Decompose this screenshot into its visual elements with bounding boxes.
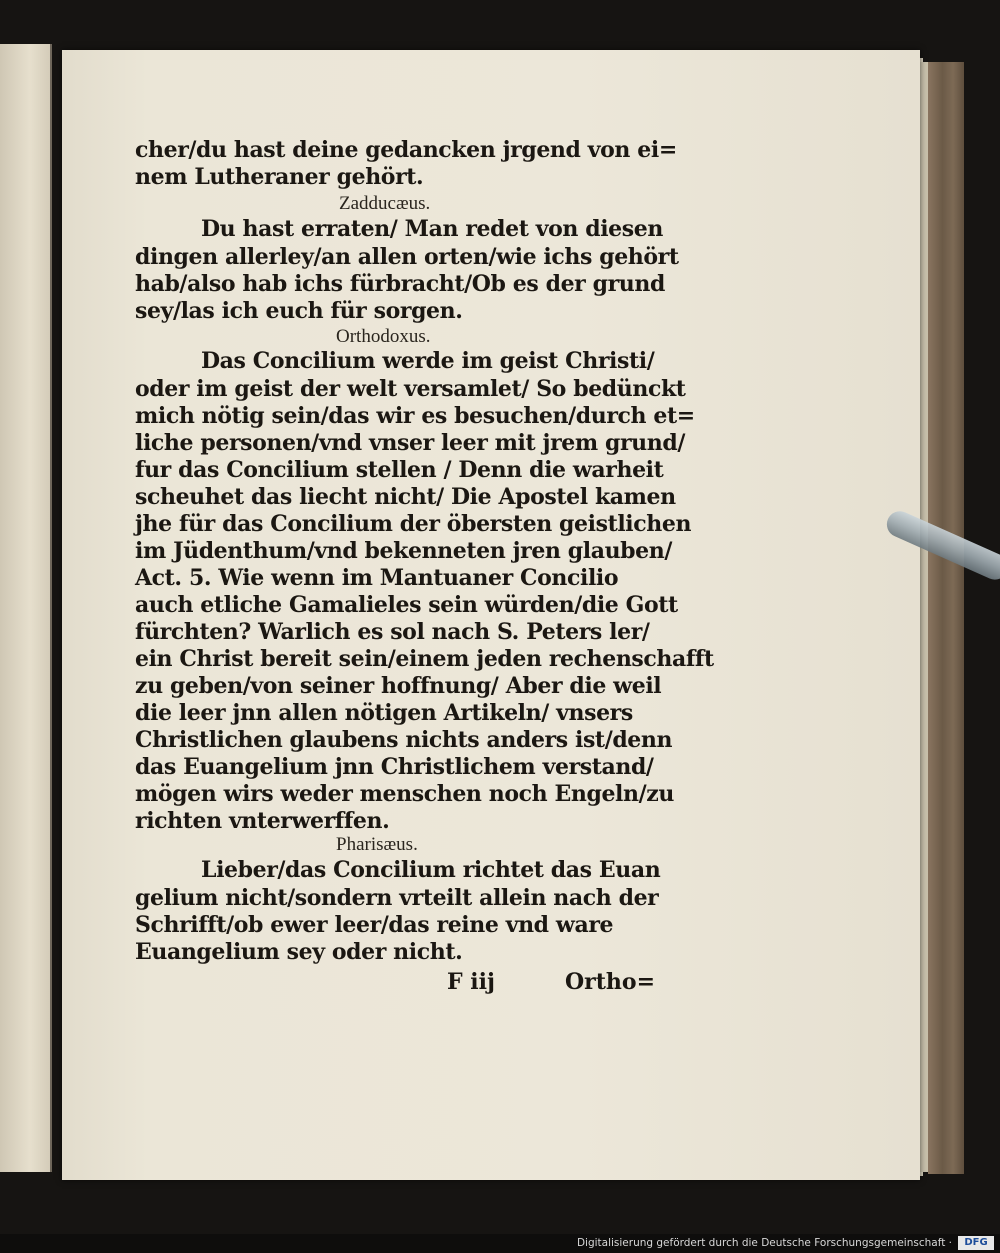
- text-line: cher/du hast deine gedancken jrgend von ei=: [135, 137, 677, 163]
- text-line: mögen wirs weder menschen noch Engeln/zu: [135, 781, 674, 807]
- text-line: fur das Concilium stellen / Denn die warheit: [135, 457, 664, 483]
- text-line: Das Concilium werde im geist Christi/: [201, 348, 655, 374]
- text-line: jhe für das Concilium der öbersten geistlichen: [135, 511, 692, 537]
- text-line: oder im geist der welt versamlet/ So bedünckt: [135, 376, 686, 402]
- text-line: richten vnterwerffen.: [135, 808, 390, 834]
- text-line: im Jüdenthum/vnd bekenneten jren glauben/: [135, 538, 672, 564]
- text-line: fürchten? Warlich es sol nach S. Peters ler/: [135, 619, 650, 645]
- text-line: gelium nicht/sondern vrteilt allein nach der: [135, 885, 659, 911]
- text-line: auch etliche Gamalieles sein würden/die Gott: [135, 592, 678, 618]
- text-line: Christlichen glaubens nichts anders ist/denn: [135, 727, 673, 753]
- text-line: Lieber/das Concilium richtet das Euan: [201, 857, 661, 883]
- text-line: dingen allerley/an allen orten/wie ichs gehört: [135, 244, 679, 270]
- text-line: hab/also hab ichs fürbracht/Ob es der grund: [135, 271, 665, 297]
- text-line: nem Lutheraner gehört.: [135, 164, 424, 190]
- speaker-label: Zadducæus.: [339, 193, 431, 214]
- text-line: mich nötig sein/das wir es besuchen/durch et=: [135, 403, 695, 429]
- left-page-edge: [0, 44, 52, 1172]
- funding-note: Digitalisierung gefördert durch die Deutsche Forschungsgemeinschaft ·: [576, 1237, 952, 1249]
- text-line: das Euangelium jnn Christlichem verstand/: [135, 754, 654, 780]
- text-line: scheuhet das liecht nicht/ Die Apostel kamen: [135, 484, 676, 510]
- text-line: Euangelium sey oder nicht.: [135, 939, 463, 965]
- speaker-label: Pharisæus.: [336, 834, 418, 855]
- signature-mark: F iij: [447, 969, 495, 995]
- catchword: Ortho=: [565, 969, 656, 995]
- speaker-label: Orthodoxus.: [336, 326, 431, 347]
- text-line: zu geben/von seiner hoffnung/ Aber die weil: [135, 673, 662, 699]
- text-line: Act. 5. Wie wenn im Mantuaner Concilio: [135, 565, 619, 591]
- text-line: Du hast erraten/ Man redet von diesen: [201, 216, 663, 242]
- text-line: liche personen/vnd vnser leer mit jrem grund/: [135, 430, 685, 456]
- text-line: die leer jnn allen nötigen Artikeln/ vnsers: [135, 700, 633, 726]
- text-line: ein Christ bereit sein/einem jeden rechenschafft: [135, 646, 714, 672]
- text-line: sey/las ich euch für sorgen.: [135, 298, 463, 324]
- dfg-logo: DFG: [958, 1236, 994, 1250]
- text-line: Schrifft/ob ewer leer/das reine vnd ware: [135, 912, 614, 938]
- book-cover-edge: [928, 62, 964, 1174]
